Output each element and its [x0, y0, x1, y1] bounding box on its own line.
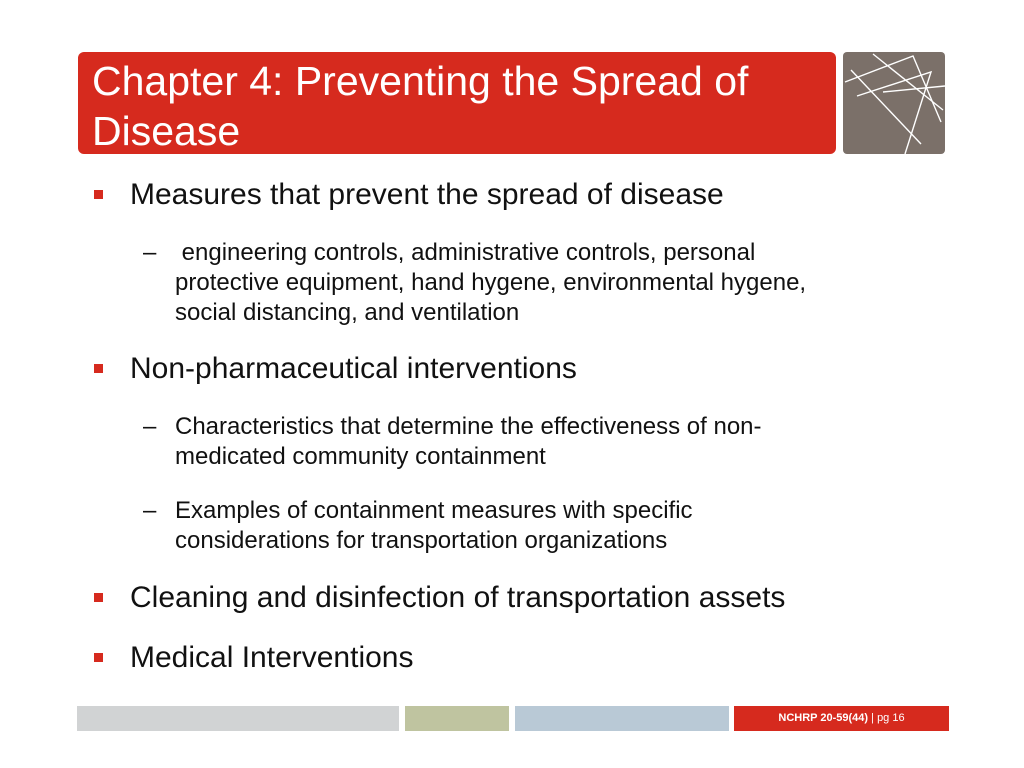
- footer-page-label: [734, 706, 949, 731]
- square-bullet-icon: [94, 364, 103, 373]
- square-bullet-icon: [94, 593, 103, 602]
- footer-segment-grey: [77, 706, 399, 731]
- decorative-lines-icon: [843, 52, 945, 154]
- bullet-text: Cleaning and disinfection of transportation assets: [130, 581, 786, 614]
- decorative-line-art-tile: [843, 52, 945, 154]
- slide-title-line-2: Disease: [92, 108, 241, 154]
- sub-bullet-line: protective equipment, hand hygene, environmental hygene,: [175, 269, 807, 296]
- footer-segment-olive: [405, 706, 509, 731]
- dash-bullet-icon: –: [143, 497, 157, 524]
- square-bullet-icon: [94, 190, 103, 199]
- dash-bullet-icon: –: [143, 413, 157, 440]
- square-bullet-icon: [94, 653, 103, 662]
- sub-bullet-line: engineering controls, administrative controls, personal: [175, 239, 756, 266]
- sub-bullet-line: social distancing, and ventilation: [175, 299, 520, 326]
- sub-bullet-line: Examples of containment measures with specific: [175, 497, 693, 524]
- slide-title: [92, 56, 822, 156]
- slide-title-box: [78, 52, 836, 154]
- sub-bullet-text: [175, 238, 935, 328]
- footer-page-number: pg 16: [877, 712, 905, 724]
- sub-bullet-line: medicated community containment: [175, 443, 546, 470]
- sub-bullet-line: considerations for transportation organizations: [175, 527, 668, 554]
- footer-project-code: NCHRP 20-59(44): [778, 712, 869, 724]
- sub-bullet-text: [175, 412, 935, 472]
- slide-title-line-1: Chapter 4: Preventing the Spread of: [92, 58, 749, 104]
- dash-bullet-icon: –: [143, 239, 157, 266]
- footer-segment-blue: [515, 706, 729, 731]
- bullet-text: Measures that prevent the spread of disease: [130, 178, 724, 211]
- sub-bullet-text: [175, 496, 935, 556]
- bullet-text: Non-pharmaceutical interventions: [130, 352, 577, 385]
- bullet-text: Medical Interventions: [130, 641, 414, 674]
- footer-separator: |: [868, 712, 878, 724]
- sub-bullet-line: Characteristics that determine the effectiveness of non-: [175, 413, 762, 440]
